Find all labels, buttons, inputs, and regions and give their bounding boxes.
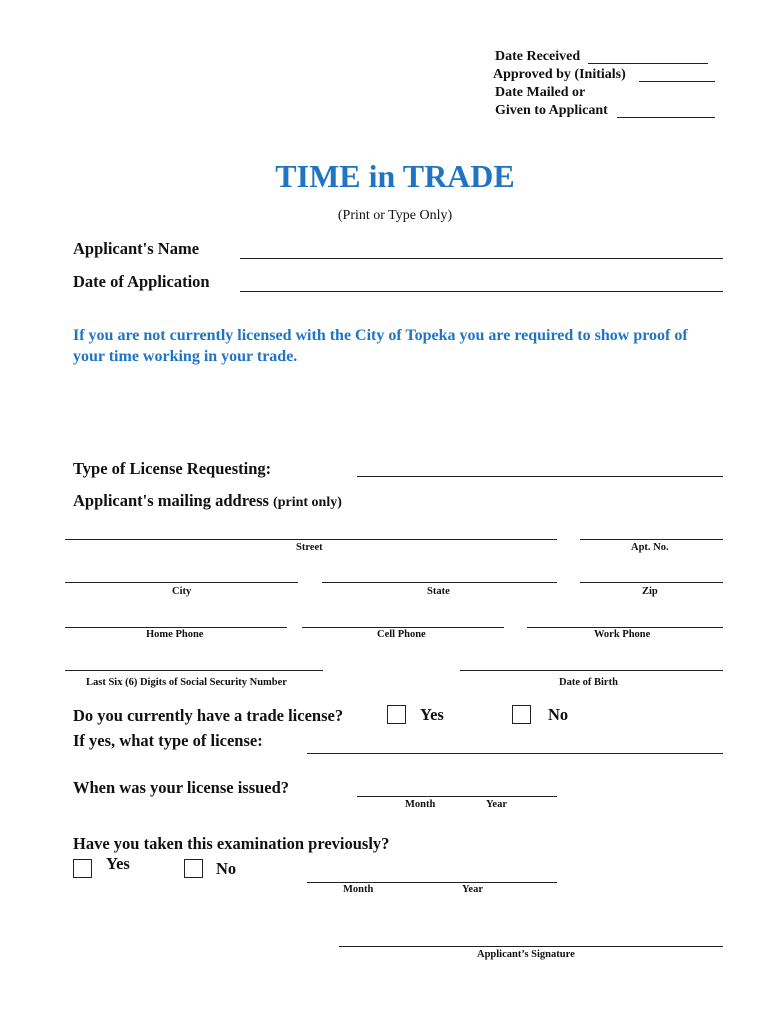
date-mailed-label: Date Mailed or [495,85,586,100]
applicant-name-label: Applicant's Name [73,239,200,258]
given-to-line[interactable] [617,117,715,118]
zip-caption: Zip [642,586,658,597]
given-to-row [495,102,626,120]
work-phone-field[interactable] [527,627,723,628]
approved-by-line[interactable] [639,81,715,82]
exam-no-label: No [216,859,237,878]
city-field[interactable] [65,582,298,583]
zip-field[interactable] [580,582,723,583]
ssn-field[interactable] [65,670,323,671]
trade-license-yes-checkbox[interactable] [387,705,406,724]
exam-question: Have you taken this examination previously? [73,834,390,853]
dob-caption: Date of Birth [559,677,618,688]
page-title: TIME in TRADE [275,158,515,194]
exam-yes-checkbox[interactable] [73,859,92,878]
mailing-address-label [73,491,342,511]
license-type-field[interactable] [357,476,723,477]
license-issued-field[interactable] [357,796,557,797]
city-caption: City [172,586,192,597]
apt-field[interactable] [580,539,723,540]
street-caption: Street [296,542,323,553]
trade-license-no-checkbox[interactable] [512,705,531,724]
license-issued-year-caption: Year [486,799,507,810]
exam-no-checkbox[interactable] [184,859,203,878]
mailing-address-note: (print only) [273,495,342,510]
state-caption: State [427,586,450,597]
office-use-block [495,48,626,120]
cell-phone-field[interactable] [302,627,504,628]
date-received-line[interactable] [588,63,708,64]
street-field[interactable] [65,539,557,540]
license-type-question: If yes, what type of license: [73,731,263,750]
application-date-field[interactable] [240,291,723,292]
mailing-address-title: Applicant's mailing address [73,491,269,510]
trade-license-question: Do you currently have a trade license? [73,706,344,725]
signature-caption: Applicant’s Signature [477,949,575,960]
application-date-label: Date of Application [73,272,210,291]
license-issued-question: When was your license issued? [73,778,290,797]
work-phone-caption: Work Phone [594,629,651,640]
state-field[interactable] [322,582,557,583]
page-subtitle: (Print or Type Only) [337,208,453,223]
license-type-label: Type of License Requesting: [73,459,272,478]
license-type-answer-field[interactable] [307,753,723,754]
approved-by-label: Approved by (Initials) [493,67,626,82]
trade-license-no-label: No [548,705,569,724]
licensing-notice: If you are not currently licensed with the City of Topeka you are required to show proof of your time working in your trade. [73,327,688,365]
date-received-label: Date Received [495,49,581,64]
cell-phone-caption: Cell Phone [377,629,426,640]
trade-license-yes-label: Yes [420,705,444,724]
ssn-caption: Last Six (6) Digits of Social Security Number [86,677,287,688]
exam-year-caption: Year [462,884,483,895]
date-mailed-row [495,84,626,102]
home-phone-caption: Home Phone [146,629,204,640]
apt-caption: Apt. No. [631,542,669,553]
exam-date-field[interactable] [307,882,557,883]
license-issued-month-caption: Month [405,799,436,810]
approved-by-row [493,66,626,84]
dob-field[interactable] [460,670,723,671]
signature-field[interactable] [339,946,723,947]
given-to-label: Given to Applicant [495,103,608,118]
home-phone-field[interactable] [65,627,287,628]
exam-yes-label: Yes [106,854,130,873]
applicant-name-field[interactable] [240,258,723,259]
exam-month-caption: Month [343,884,374,895]
